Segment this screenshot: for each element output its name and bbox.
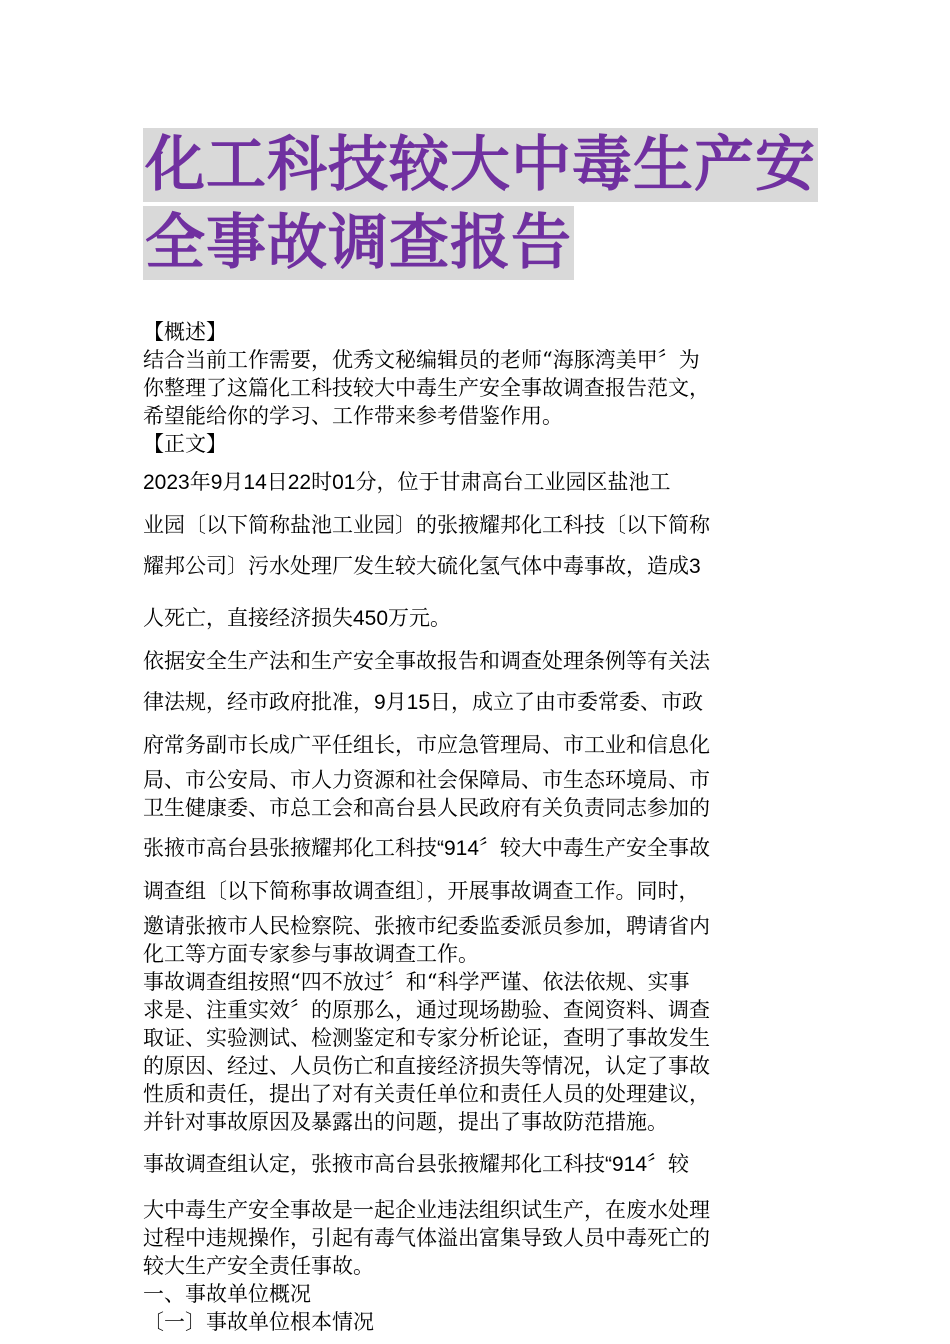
paragraph-line: 邀请张掖市人民检察院、张掖市纪委监委派员参加，聘请省内 [143, 914, 710, 938]
paragraph-line: 2023年9月14日22时01分，位于甘肃高台工业园区盐池工 [143, 471, 671, 494]
section-heading-body: 【正文】 [143, 432, 227, 456]
title-line-2: 全事故调查报告 [145, 208, 572, 278]
paragraph-line: 化工等方面专家参与事故调查工作。 [143, 942, 479, 966]
paragraph-line: 张掖市高台县张掖耀邦化工科技“914〞较大中毒生产安全事故 [143, 837, 711, 860]
paragraph-line: 事故调查组认定，张掖市高台县张掖耀邦化工科技“914〞较 [143, 1153, 690, 1176]
paragraph-line: 局、市公安局、市人力资源和社会保障局、市生态环境局、市 [143, 768, 710, 792]
paragraph-line: 性质和责任，提出了对有关责任单位和责任人员的处理建议， [143, 1082, 710, 1106]
paragraph-line: 卫生健康委、市总工会和高台县人民政府有关负责同志参加的 [143, 796, 710, 820]
paragraph-line: 大中毒生产安全事故是一起企业违法组织试生产，在废水处理 [143, 1198, 710, 1222]
document-title [143, 128, 816, 284]
paragraph-line: 你整理了这篇化工科技较大中毒生产安全事故调查报告范文， [143, 376, 710, 400]
paragraph-line: 调查组〔以下简称事故调查组〕，开展事故调查工作。同时， [143, 879, 700, 903]
paragraph-line: 较大生产安全责任事故。 [143, 1254, 374, 1278]
paragraph-line: 耀邦公司〕污水处理厂发生较大硫化氢气体中毒事故，造成3 [143, 555, 701, 578]
paragraph-line: 业园〔以下简称盐池工业园〕的张掖耀邦化工科技〔以下简称 [143, 513, 710, 537]
title-line-1: 化工科技较大中毒生产安 [145, 130, 816, 200]
section-heading-overview: 【概述】 [143, 320, 227, 344]
paragraph-line: 事故调查组按照“四不放过〞和“科学严谨、依法依规、实事 [143, 970, 690, 994]
paragraph-line: 过程中违规操作，引起有毒气体溢出富集导致人员中毒死亡的 [143, 1226, 710, 1250]
paragraph-line: 依据安全生产法和生产安全事故报告和调查处理条例等有关法 [143, 649, 710, 673]
section-heading-1: 一、事故单位概况 [143, 1282, 311, 1306]
paragraph-line: 希望能给你的学习、工作带来参考借鉴作用。 [143, 404, 563, 428]
paragraph-line: 取证、实验测试、检测鉴定和专家分析论证，查明了事故发生 [143, 1026, 710, 1050]
section-heading-1-1: 〔一〕事故单位根本情况 [143, 1310, 374, 1334]
paragraph-line: 府常务副市长成广平任组长，市应急管理局、市工业和信息化 [143, 733, 710, 757]
paragraph-line: 并针对事故原因及暴露出的问题，提出了事故防范措施。 [143, 1110, 668, 1134]
document-body [143, 318, 810, 1336]
paragraph-line: 的原因、经过、人员伤亡和直接经济损失等情况，认定了事故 [143, 1054, 710, 1078]
paragraph-line: 律法规，经市政府批准，9月15日，成立了由市委常委、市政 [143, 691, 704, 714]
paragraph-line: 人死亡，直接经济损失450万元。 [143, 607, 452, 630]
paragraph-line: 结合当前工作需要，优秀文秘编辑员的老师“海豚湾美甲〞为 [143, 348, 700, 372]
paragraph-line: 求是、注重实效〞的原那么，通过现场勘验、查阅资料、调查 [143, 998, 710, 1022]
